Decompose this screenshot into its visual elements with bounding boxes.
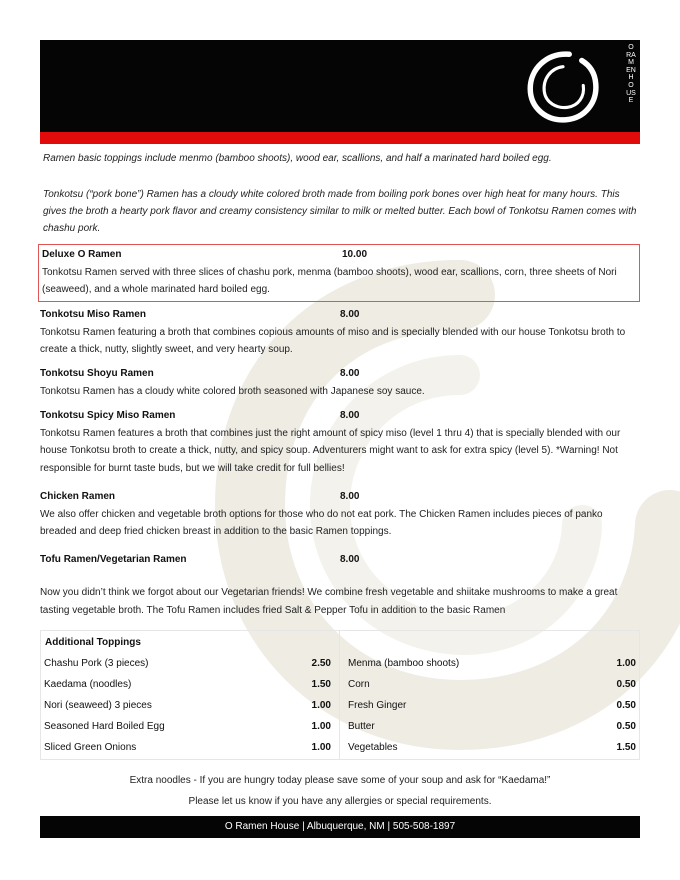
topping-name: Kaedama (noodles)	[44, 679, 132, 690]
menu-page	[40, 40, 640, 840]
topping-row	[44, 656, 331, 672]
topping-name: Corn	[348, 679, 370, 690]
footer-bar: O Ramen House | Albuquerque, NM | 505-508-1897	[40, 816, 640, 838]
topping-row	[44, 698, 331, 714]
topping-price: 2.50	[311, 658, 331, 669]
menu-item-chicken	[40, 488, 640, 541]
item-description-tofu: Now you didn’t think we forgot about our Vegetarian friends! We combine fresh vegetable and shiitake mushrooms to make a great tasting vegetable broth. The Tofu Ramen includes fried Salt & Pepper Tofu in addition to the basic Ramen	[40, 587, 618, 616]
topping-name: Vegetables	[348, 742, 398, 753]
topping-price: 1.00	[311, 700, 331, 711]
item-name: Deluxe O Ramen	[42, 249, 122, 260]
brand-vertical-text: O RAMEN HOUSE	[626, 44, 636, 105]
topping-price: 1.00	[311, 742, 331, 753]
topping-price: 1.50	[616, 742, 636, 753]
item-name: Tonkotsu Miso Ramen	[40, 309, 146, 320]
item-description: Tonkotsu Ramen featuring a broth that combines copious amounts of miso and is specially blended with our house Tonkotsu broth to create a thick, nutty, slightly sweet, and very hearty soup.	[40, 326, 626, 355]
item-name: Tofu Ramen/Vegetarian Ramen	[40, 554, 187, 565]
item-description: Tonkotsu Ramen features a broth that combines just the right amount of spicy miso (level 1 thru 4) that is specially blended with our house Tonkotsu broth to create a thick, nutty, and spicy soup. Adventurers might want to ask for extra spicy (level 5). *Warning! Not responsible for burnt taste buds, but we will take credit for full bellies!	[40, 427, 621, 474]
allergies-note: Please let us know if you have any allergies or special requirements.	[188, 796, 492, 807]
header-red-stripe	[40, 132, 640, 144]
menu-item-shoyu	[40, 365, 640, 400]
item-description: Tonkotsu Ramen has a cloudy white colored broth seasoned with Japanese soy sauce.	[40, 385, 425, 397]
header-banner	[40, 40, 640, 132]
topping-row	[348, 656, 636, 672]
item-name: Tonkotsu Spicy Miso Ramen	[40, 410, 176, 421]
tonkotsu-intro: Tonkotsu (“pork bone”) Ramen has a cloudy white colored broth made from boiling pork bones over high heat for many hours. This gives the broth a hearty pork flavor and creamy consistency similar to milk or melted butter. Each bowl of Tonkotsu Ramen comes with chashu pork.	[43, 189, 637, 234]
topping-row	[44, 719, 331, 735]
topping-price: 1.00	[616, 658, 636, 669]
topping-price: 1.00	[311, 721, 331, 732]
topping-row	[44, 740, 331, 756]
topping-row	[348, 698, 636, 714]
menu-item-tofu	[40, 551, 640, 569]
topping-price: 0.50	[616, 721, 636, 732]
topping-row	[348, 677, 636, 693]
toppings-intro: Ramen basic toppings include menmo (bamboo shoots), wood ear, scallions, and half a marinated hard boiled egg.	[43, 153, 552, 164]
topping-name: Sliced Green Onions	[44, 742, 137, 753]
topping-name: Menma (bamboo shoots)	[348, 658, 460, 669]
topping-name: Seasoned Hard Boiled Egg	[44, 721, 165, 732]
topping-row	[348, 719, 636, 735]
menu-item-miso	[40, 306, 640, 359]
topping-row	[44, 677, 331, 693]
topping-row	[348, 740, 636, 756]
topping-name: Nori (seaweed) 3 pieces	[44, 700, 152, 711]
item-price: 8.00	[340, 309, 360, 320]
item-description: Tonkotsu Ramen served with three slices of chashu pork, menma (bamboo shoots), wood ear, scallions, corn, three sheets of Nori (seaweed), and a whole marinated hard boiled egg.	[42, 266, 617, 295]
toppings-divider	[339, 631, 340, 759]
item-name: Tonkotsu Shoyu Ramen	[40, 368, 154, 379]
item-price: 8.00	[340, 410, 360, 421]
topping-name: Butter	[348, 721, 375, 732]
additional-toppings-table	[40, 630, 640, 760]
topping-price: 0.50	[616, 679, 636, 690]
extra-noodles-note: Extra noodles - If you are hungry today please save some of your soup and ask for “Kaedama!”	[129, 775, 551, 786]
item-name: Chicken Ramen	[40, 491, 116, 502]
item-price: 10.00	[342, 249, 368, 260]
enso-circle-icon	[524, 48, 602, 126]
item-price: 8.00	[340, 491, 360, 502]
menu-item-spicy-miso	[40, 407, 640, 477]
topping-price: 0.50	[616, 700, 636, 711]
topping-price: 1.50	[311, 679, 331, 690]
topping-name: Chashu Pork (3 pieces)	[44, 658, 149, 669]
menu-item-deluxe	[38, 244, 640, 302]
item-description: We also offer chicken and vegetable broth options for those who do not eat pork. The Chicken Ramen includes pieces of panko breaded and deep fried chicken breast in addition to the basic Ramen toppings.	[40, 508, 603, 537]
topping-name: Fresh Ginger	[348, 700, 407, 711]
toppings-title: Additional Toppings	[45, 637, 141, 648]
item-price: 8.00	[340, 554, 360, 565]
item-price: 8.00	[340, 368, 360, 379]
